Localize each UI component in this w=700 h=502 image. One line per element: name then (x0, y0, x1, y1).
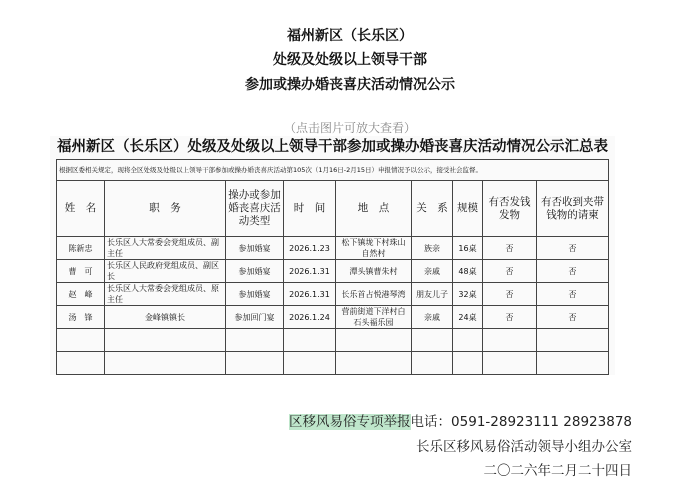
table-cell (225, 352, 283, 375)
table-row (56, 260, 608, 283)
column-header: 关 系 (411, 181, 452, 237)
table-cell: 否 (536, 306, 608, 329)
column-header: 操办或参加婚丧喜庆活动类型 (225, 181, 283, 237)
table-cell (335, 329, 411, 352)
report-phone: 电话：0591-28923111 28923878 (410, 414, 632, 430)
header-line-1: 福州新区（长乐区） (287, 28, 413, 44)
table-cell: 参加婚宴 (225, 260, 283, 283)
table-cell (335, 352, 411, 375)
table-cell: 32桌 (452, 283, 482, 306)
table-cell (104, 329, 225, 352)
table-cell: 长乐首占悦港琴湾 (335, 283, 411, 306)
table-cell: 2026.1.31 (283, 260, 335, 283)
sheet-title: 福州新区（长乐区）处级及处级以上领导干部参加或操办婚丧喜庆活动情况公示汇总表 (57, 139, 608, 155)
table-cell: 否 (536, 283, 608, 306)
table-cell (225, 329, 283, 352)
table-cell (104, 352, 225, 375)
table-cell: 汤 锋 (56, 306, 104, 329)
table-cell (482, 329, 536, 352)
table-cell: 48桌 (452, 260, 482, 283)
table-note: 根据区委相关规定，现将全区处级及处级以上领导干部参加或操办婚丧喜庆活动第105次（1月16日-2月15日）申报情况予以公示，接受社会监督。 (56, 160, 608, 181)
table-cell: 参加婚宴 (225, 237, 283, 260)
table-row (56, 306, 608, 329)
table-cell: 长乐区人民政府党组成员、副区长 (104, 260, 225, 283)
table-cell: 2026.1.24 (283, 306, 335, 329)
table-cell (56, 352, 104, 375)
table-cell: 朋友儿子 (411, 283, 452, 306)
table-cell: 2026.1.23 (283, 237, 335, 260)
table-row (56, 329, 608, 352)
table-cell: 亲戚 (411, 260, 452, 283)
table-cell (452, 352, 482, 375)
table-row (56, 283, 608, 306)
table-cell: 否 (482, 306, 536, 329)
table-row (56, 352, 608, 375)
table-cell: 2026.1.31 (283, 283, 335, 306)
zoom-caption[interactable]: （点击图片可放大查看） (283, 121, 416, 135)
table-cell: 16桌 (452, 237, 482, 260)
table-cell: 否 (536, 260, 608, 283)
table-cell: 松下镇垅下村珠山自然村 (335, 237, 411, 260)
table-cell (536, 329, 608, 352)
table-cell: 曹 可 (56, 260, 104, 283)
table-cell (411, 352, 452, 375)
summary-table (56, 159, 609, 375)
table-cell: 参加回门宴 (225, 306, 283, 329)
table-cell: 族亲 (411, 237, 452, 260)
table-row (56, 237, 608, 260)
column-header: 地 点 (335, 181, 411, 237)
table-cell: 陈新忠 (56, 237, 104, 260)
table-cell: 营前街道下洋村白石头福乐园 (335, 306, 411, 329)
column-header: 规模 (452, 181, 482, 237)
table-cell (411, 329, 452, 352)
header-line-3: 参加或操办婚丧喜庆活动情况公示 (245, 77, 455, 93)
publish-date: 二〇二六年二月二十四日 (483, 463, 632, 479)
table-cell (482, 352, 536, 375)
table-cell: 长乐区人大常委会党组成员、原主任 (104, 283, 225, 306)
office-name: 长乐区移风易俗活动领导小组办公室 (416, 439, 632, 455)
table-cell (283, 352, 335, 375)
column-header: 有否发钱发物 (482, 181, 536, 237)
table-cell: 否 (482, 260, 536, 283)
column-header: 有否收到夹带钱物的请柬 (536, 181, 608, 237)
report-line (289, 410, 632, 430)
column-header: 职 务 (104, 181, 225, 237)
table-cell: 参加婚宴 (225, 283, 283, 306)
table-cell: 否 (536, 237, 608, 260)
table-cell (452, 329, 482, 352)
table-cell (283, 329, 335, 352)
table-cell: 金峰镇镇长 (104, 306, 225, 329)
table-cell: 否 (482, 283, 536, 306)
summary-sheet-image[interactable] (50, 136, 615, 375)
table-cell (536, 352, 608, 375)
report-highlight: 区移风易俗专项举报 (289, 414, 411, 430)
header-line-2: 处级及处级以上领导干部 (273, 52, 427, 68)
table-cell: 24桌 (452, 306, 482, 329)
table-cell (56, 329, 104, 352)
column-header: 时 间 (283, 181, 335, 237)
table-cell: 亲戚 (411, 306, 452, 329)
table-cell: 长乐区人大常委会党组成员、副主任 (104, 237, 225, 260)
column-header: 姓 名 (56, 181, 104, 237)
table-cell: 赵 峰 (56, 283, 104, 306)
table-cell: 潭头镇曹朱村 (335, 260, 411, 283)
table-cell: 否 (482, 237, 536, 260)
